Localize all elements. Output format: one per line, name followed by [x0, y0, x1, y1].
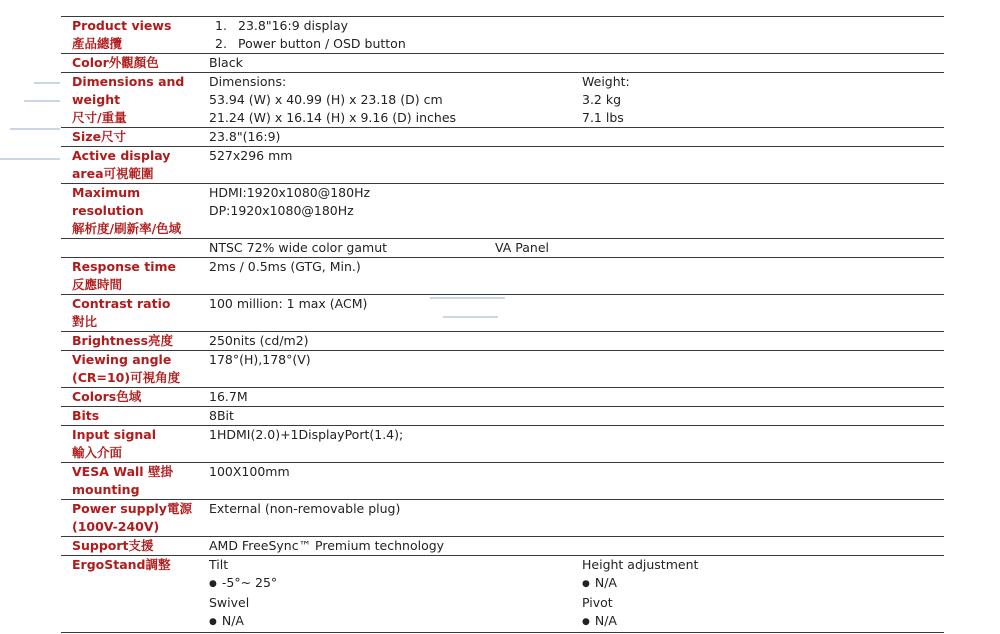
value-text: AMD FreeSync™ Premium technology	[209, 538, 445, 553]
spec-row-ergostand	[61, 556, 944, 633]
spec-value	[209, 407, 944, 426]
label-line: 尺寸/重量	[72, 110, 127, 125]
bullet-value: ● N/A	[209, 612, 582, 632]
spec-label	[61, 463, 209, 500]
spec-value	[209, 73, 944, 128]
list-text: 23.8"16:9 display	[238, 18, 349, 33]
value-text: 7.1 lbs	[582, 110, 624, 125]
spec-value	[209, 463, 944, 500]
spec-row-gamut	[61, 239, 944, 258]
scan-artifact	[34, 82, 60, 84]
spec-row-dimensions	[61, 73, 944, 128]
spec-label	[61, 184, 209, 239]
spec-row-brightness	[61, 332, 944, 351]
spec-value	[209, 556, 944, 633]
value-text: 527x296 mm	[209, 148, 293, 163]
value-text: DP:1920x1080@180Hz	[209, 203, 354, 218]
label-line: VESA Wall 壁掛	[72, 464, 173, 479]
spec-label	[61, 239, 209, 258]
value-text: Dimensions:	[209, 74, 287, 89]
product-views-list	[209, 17, 944, 53]
spec-row-size	[61, 128, 944, 147]
value-text: VA Panel	[495, 240, 549, 255]
spec-label	[61, 351, 209, 388]
spec-value	[209, 426, 944, 463]
spec-row-response-time	[61, 258, 944, 295]
spec-row-support	[61, 537, 944, 556]
spec-value	[209, 295, 944, 332]
label-line: Viewing angle	[72, 352, 172, 367]
value-text: 23.8"(16:9)	[209, 129, 281, 144]
value-text: Weight:	[582, 74, 630, 89]
spec-row-contrast	[61, 295, 944, 332]
scan-artifact	[24, 100, 60, 102]
spec-label	[61, 54, 209, 73]
spec-label	[61, 407, 209, 426]
spec-value	[209, 388, 944, 407]
spec-row-input-signal	[61, 426, 944, 463]
label-line: Color外觀顏色	[72, 55, 159, 70]
label-line: Response time	[72, 259, 177, 274]
label-line: Size尺寸	[72, 129, 127, 144]
value-text: 21.24 (W) x 16.14 (H) x 9.16 (D) inches	[209, 110, 457, 125]
spec-value	[209, 332, 944, 351]
label-line: ErgoStand調整	[72, 557, 171, 572]
label-line: Power supply電源	[72, 501, 192, 516]
spec-row-product-views	[61, 17, 944, 54]
value-text: External (non-removable plug)	[209, 501, 401, 516]
value-text: 250nits (cd/m2)	[209, 333, 309, 348]
spec-value	[209, 128, 944, 147]
two-columns	[209, 239, 944, 257]
value-text: Black	[209, 55, 243, 70]
spec-label	[61, 147, 209, 184]
spec-label	[61, 73, 209, 128]
value-text: Tilt	[209, 557, 229, 572]
list-text: Power button / OSD button	[238, 36, 406, 51]
spec-row-power-supply	[61, 500, 944, 537]
bullet-value: ● N/A	[582, 612, 698, 632]
label-line: Support支援	[72, 538, 154, 553]
spec-row-active-area	[61, 147, 944, 184]
label-line: area可視範圍	[72, 166, 154, 181]
value-text: 8Bit	[209, 408, 234, 423]
label-line: 對比	[72, 314, 98, 329]
spec-label	[61, 17, 209, 54]
ergo-column-left	[209, 556, 582, 632]
label-line: (CR=10)可視角度	[72, 370, 181, 385]
label-line: Brightness亮度	[72, 333, 174, 348]
value-text: HDMI:1920x1080@180Hz	[209, 185, 371, 200]
label-line: weight	[72, 92, 121, 107]
spec-value	[209, 351, 944, 388]
spec-row-bits	[61, 407, 944, 426]
spec-value	[209, 258, 944, 295]
list-number: 1.	[215, 18, 227, 33]
spec-label	[61, 537, 209, 556]
spec-value	[209, 537, 944, 556]
spec-row-color	[61, 54, 944, 73]
value-text: 178°(H),178°(V)	[209, 352, 311, 367]
value-text: Pivot	[582, 595, 613, 610]
bullet-value: ● -5°~ 25°	[209, 574, 582, 594]
spec-label	[61, 556, 209, 633]
label-line: (100V-240V)	[72, 519, 160, 534]
spec-row-viewing-angle	[61, 351, 944, 388]
value-text: 100X100mm	[209, 464, 290, 479]
value-text: 2ms / 0.5ms (GTG, Min.)	[209, 259, 361, 274]
label-line: Bits	[72, 408, 100, 423]
value-text: 3.2 kg	[582, 92, 622, 107]
label-line: Maximum	[72, 185, 141, 200]
label-line: Dimensions and	[72, 74, 185, 89]
label-line: Contrast ratio	[72, 296, 171, 311]
label-line: 反應時間	[72, 277, 123, 292]
spec-label	[61, 500, 209, 537]
scan-artifact	[10, 128, 60, 130]
spec-value	[209, 17, 944, 54]
value-text: Height adjustment	[582, 557, 699, 572]
label-line: Colors色域	[72, 389, 142, 404]
spec-value	[209, 239, 944, 258]
spec-label	[61, 388, 209, 407]
scan-artifact	[0, 158, 60, 160]
ergo-column-right	[582, 556, 698, 632]
two-columns	[209, 73, 944, 127]
value-text: 1HDMI(2.0)+1DisplayPort(1.4);	[209, 427, 404, 442]
label-line: Input signal	[72, 427, 157, 442]
spec-table	[61, 16, 944, 633]
label-line: mounting	[72, 482, 140, 497]
value-text: 53.94 (W) x 40.99 (H) x 23.18 (D) cm	[209, 92, 443, 107]
spec-value	[209, 184, 944, 239]
value-text: 100 million: 1 max (ACM)	[209, 296, 368, 311]
value-text: NTSC 72% wide color gamut	[209, 240, 388, 255]
spec-label	[61, 128, 209, 147]
spec-row-vesa	[61, 463, 944, 500]
label-line: Active display	[72, 148, 171, 163]
spec-value	[209, 500, 944, 537]
label-line: 解析度/刷新率/色域	[72, 221, 182, 236]
list-item	[209, 17, 944, 35]
spec-row-resolution	[61, 184, 944, 239]
label-line: Product views	[72, 18, 172, 33]
spec-label	[61, 426, 209, 463]
value-text: Swivel	[209, 595, 250, 610]
two-columns	[209, 556, 944, 632]
label-line: resolution	[72, 203, 144, 218]
spec-value	[209, 54, 944, 73]
spec-label	[61, 332, 209, 351]
list-item	[209, 35, 944, 53]
spec-value	[209, 147, 944, 184]
bullet-value: ● N/A	[582, 574, 698, 594]
dimensions-column	[209, 73, 582, 127]
spec-row-colors	[61, 388, 944, 407]
label-line: 輸入介面	[72, 445, 123, 460]
spec-label	[61, 258, 209, 295]
value-text: 16.7M	[209, 389, 248, 404]
weight-column	[582, 73, 630, 127]
list-number: 2.	[215, 36, 227, 51]
spec-label	[61, 295, 209, 332]
label-line: 產品總攬	[72, 36, 123, 51]
